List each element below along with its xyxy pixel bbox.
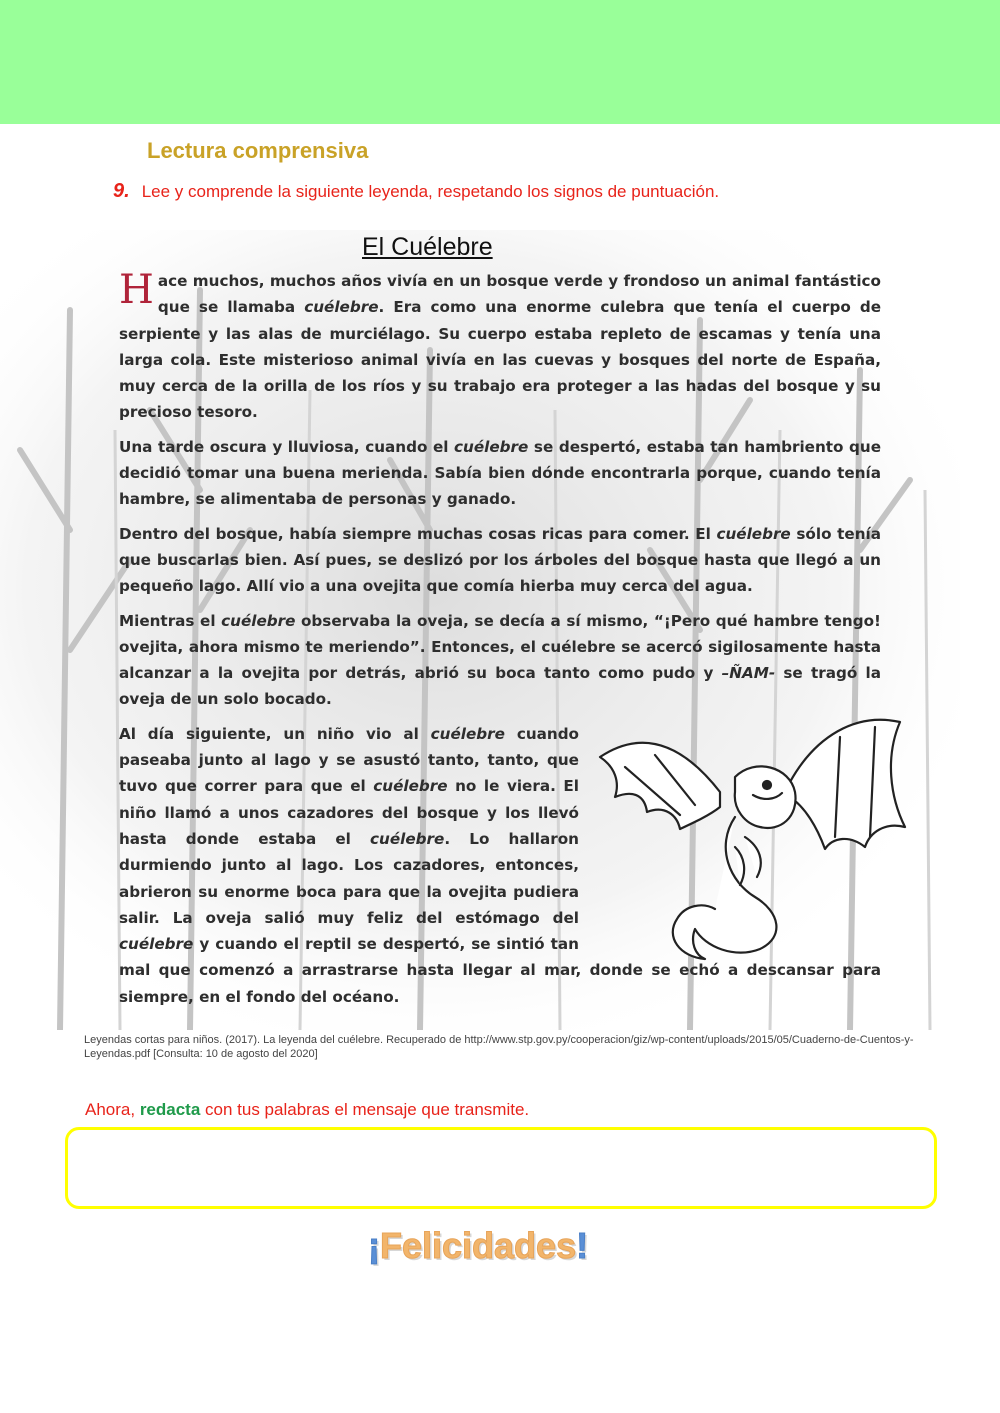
story-paragraph-5: Al día siguiente, un niño vio al cuélebre cuando paseaba junto al lago y se asustó tanto, tanto, que tuvo que correr para que el cuélebre no le viera. El niño llamó a unos cazadores del bosque y los llevó hasta donde estaba el cuélebre. Lo hallaron durmiendo junto al lago. Los cazadores, entonces, abrieron su enorme boca para que la ovejita pudiera salir. La oveja salió muy feliz del estómago del cuélebre y cuando el reptil se despertó, se sintió tan mal que comenzó a arrastrarse hasta llegar al mar, donde se echó a descansar para siempre, en el fondo del océano. (119, 724, 881, 1006)
instruction-text: Lee y comprende la siguiente leyenda, respetando los signos de puntuación. (141, 182, 720, 201)
writing-prompt: Ahora, redacta con tus palabras el mensaje que transmite. (85, 1100, 530, 1119)
citation: Leyendas cortas para niños. (2017). La leyenda del cuélebre. Recuperado de http://www.stp.gov.py/cooperacion/giz/wp-content/uploads/2015/05/Cuaderno-de-Cuentos-y-Leyendas.pdf [Consulta: 10 de agosto del 2020] (84, 1034, 914, 1060)
congratulations-text: Felicidades (380, 1225, 577, 1266)
exclamation-close: ! (576, 1225, 589, 1266)
instruction (113, 180, 719, 203)
section-title: Lectura comprensiva (147, 138, 369, 163)
prompt-verb: redacta (139, 1100, 201, 1119)
story-paragraph-2: Una tarde oscura y lluviosa, cuando el cuélebre se despertó, estaba tan hambriento que decidió tomar una buena merienda. Sabía bien dónde encontrarla porque, cuando tenía hambre, se alimentaba de personas y ganado. (119, 437, 882, 509)
story-paragraph-3: Dentro del bosque, había siempre muchas cosas ricas para comer. El cuélebre sólo tenía que buscarlas bien. Así pues, se deslizó por los árboles del bosque hasta que llegó a un pequeño lago. Allí vio a una ovejita que comía hierba muy cerca del agua. (119, 524, 881, 596)
story-paragraph-4: Mientras el cuélebre observaba la oveja, se decía a sí mismo, “¡Pero qué hambre tengo! ovejita, ahora mismo te meriendo”. Entonces, el cuélebre se acercó sigilosamente hasta alcanzar a la ovejita por detrás, abrió su boca tanto como pudo y –ÑAM- se tragó la oveja de un solo bocado. (119, 611, 881, 709)
dragon-illustration-icon (585, 697, 915, 962)
story-paragraph-1: Hace muchos, muchos años vivía en un bosque verde y frondoso un animal fantástico que se llamaba cuélebre. Era como una enorme culebra que tenía el cuerpo de serpiente y las alas de murciélago. Su cuerpo estaba repleto de escamas y tenía una larga cola. Este misterioso animal vivía en las cuevas y bosques del norte de España, muy cerca de la orilla de los ríos y su trabajo era proteger a las hadas del bosque y su precioso tesoro. (119, 267, 881, 422)
answer-input[interactable] (65, 1127, 937, 1209)
instruction-number: 9. (113, 180, 130, 202)
congratulations-banner (368, 1225, 588, 1267)
top-banner (0, 0, 1000, 124)
story-title: El Cuélebre (362, 233, 493, 261)
drop-cap: H (119, 267, 154, 313)
exclamation-open: ¡ (368, 1225, 380, 1266)
